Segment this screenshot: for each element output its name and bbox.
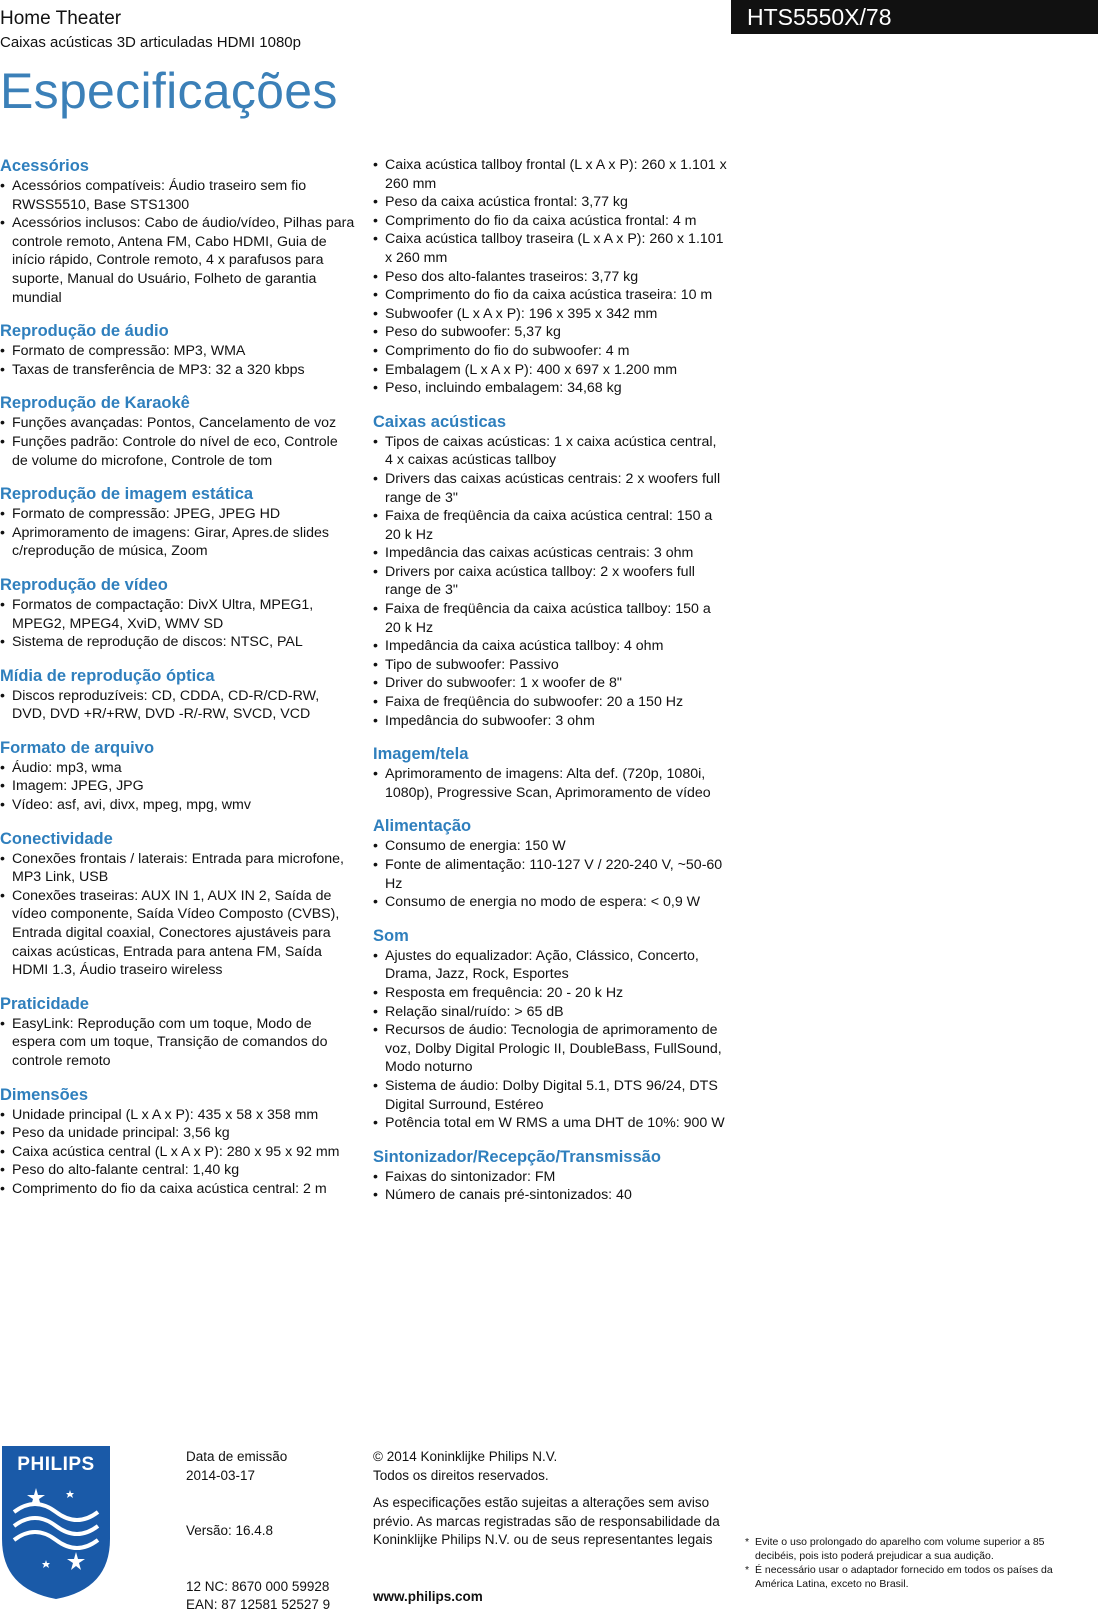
product-subtitle: Caixas acústicas 3D articuladas HDMI 1080p — [0, 34, 301, 51]
spec-item: • Funções avançadas: Pontos, Cancelamento de voz — [0, 414, 355, 433]
spec-item: • Acessórios compatíveis: Áudio traseiro sem fio RWSS5510, Base STS1300 — [0, 177, 355, 214]
spec-section-caixas-acusticas — [373, 412, 728, 731]
spec-section-reproducao-de-karaoke — [0, 393, 355, 470]
spec-list — [373, 433, 728, 731]
spec-section-conectividade — [0, 829, 355, 980]
spec-item: • Peso da caixa acústica frontal: 3,77 kg — [373, 193, 728, 212]
spec-item: • Subwoofer (L x A x P): 196 x 395 x 342 mm — [373, 305, 728, 324]
footnote-2: * É necessário usar o adaptador fornecido em todos os países da América Latina, exceto no Brasil. — [745, 1564, 1053, 1590]
issue-date: 2014-03-17 — [186, 1467, 256, 1483]
spec-list — [0, 1015, 355, 1071]
spec-item: • Peso do alto-falante central: 1,40 kg — [0, 1161, 355, 1180]
spec-list — [0, 177, 355, 307]
spec-section-praticidade — [0, 994, 355, 1071]
spec-item: • Tipos de caixas acústicas: 1 x caixa acústica central, 4 x caixas acústicas tallboy — [373, 433, 728, 470]
version: Versão: 16.4.8 — [186, 1523, 274, 1538]
spec-list — [0, 414, 355, 470]
spec-item: • Drivers das caixas acústicas centrais: 2 x woofers full range de 3" — [373, 470, 728, 507]
spec-item: • Formatos de compactação: DivX Ultra, MPEG1, MPEG2, MPEG4, XviD, WMV SD — [0, 596, 355, 633]
spec-item: • Caixa acústica tallboy frontal (L x A x P): 260 x 1.101 x 260 mm — [373, 156, 728, 193]
spec-list — [0, 342, 355, 379]
spec-item: • Resposta em frequência: 20 - 20 k Hz — [373, 984, 728, 1003]
spec-item: • Aprimoramento de imagens: Alta def. (720p, 1080i, 1080p), Progressive Scan, Aprimoramento de vídeo — [373, 765, 728, 802]
footnotes — [745, 1536, 1085, 1592]
footer — [0, 1440, 1098, 1612]
spec-item: • Drivers por caixa acústica tallboy: 2 x woofers full range de 3" — [373, 563, 728, 600]
spec-list — [373, 1168, 728, 1205]
spec-item: • Formato de compressão: JPEG, JPEG HD — [0, 505, 355, 524]
spec-item: • Áudio: mp3, wma — [0, 759, 355, 778]
section-heading: Dimensões — [0, 1085, 89, 1104]
spec-item: • Potência total em W RMS a uma DHT de 10%: 900 W — [373, 1114, 728, 1133]
spec-item: • Unidade principal (L x A x P): 435 x 58 x 358 mm — [0, 1106, 355, 1125]
spec-item: • Comprimento do fio da caixa acústica central: 2 m — [0, 1180, 355, 1199]
spec-item: • Caixa acústica tallboy traseira (L x A x P): 260 x 1.101 x 260 mm — [373, 230, 728, 267]
section-heading: Formato de arquivo — [0, 738, 155, 757]
spec-list — [0, 1106, 355, 1199]
spec-item: • Comprimento do fio do subwoofer: 4 m — [373, 342, 728, 361]
spec-section-som — [373, 926, 728, 1133]
spec-section-acessorios — [0, 156, 355, 307]
spec-section-sintonizador-recepcao-transmissao — [373, 1147, 728, 1205]
spec-item: • Comprimento do fio da caixa acústica traseira: 10 m — [373, 286, 728, 305]
spec-item: • Peso, incluindo embalagem: 34,68 kg — [373, 379, 728, 398]
spec-item: • Conexões frontais / laterais: Entrada para microfone, MP3 Link, USB — [0, 850, 355, 887]
spec-column-right — [373, 156, 728, 1219]
spec-section-reproducao-de-imagem-estatica — [0, 484, 355, 561]
spec-item: • Vídeo: asf, avi, divx, mpeg, mpg, wmv — [0, 796, 355, 815]
model-number-badge: HTS5550X/78 — [731, 0, 1098, 34]
spec-item: • Recursos de áudio: Tecnologia de aprimoramento de voz, Dolby Digital Prologic II, DoubleBass, FullSound, Modo noturno — [373, 1021, 728, 1077]
section-heading: Acessórios — [0, 157, 89, 175]
spec-item: • Sistema de reprodução de discos: NTSC, PAL — [0, 633, 355, 652]
spec-item: • Impedância das caixas acústicas centrais: 3 ohm — [373, 544, 728, 563]
spec-item: • Impedância da caixa acústica tallboy: 4 ohm — [373, 637, 728, 656]
spec-item: • Número de canais pré-sintonizados: 40 — [373, 1186, 728, 1205]
section-heading: Reprodução de vídeo — [0, 575, 168, 594]
spec-item: • Consumo de energia no modo de espera: < 0,9 W — [373, 893, 728, 912]
spec-list — [0, 505, 355, 561]
issue-date-label: Data de emissão — [186, 1449, 288, 1464]
ean-code: EAN: 87 12581 52527 9 — [186, 1597, 331, 1612]
spec-item: • Relação sinal/ruído: > 65 dB — [373, 1003, 728, 1022]
footnote-1: * Evite o uso prolongado do aparelho com volume superior a 85 decibéis, pois isto poderá prejudicar a sua audição. — [745, 1536, 1045, 1562]
spec-item: • Faixa de freqüência da caixa acústica central: 150 a 20 k Hz — [373, 507, 728, 544]
spec-list — [373, 156, 728, 398]
logo-wordmark: PHILIPS — [17, 1454, 95, 1475]
spec-section-midia-de-reproducao-optica — [0, 666, 355, 724]
spec-section-alimentacao — [373, 816, 728, 911]
copyright: © 2014 Koninklijke Philips N.V. — [373, 1449, 558, 1464]
nc-code: 12 NC: 8670 000 59928 — [186, 1578, 330, 1594]
spec-item: • Driver do subwoofer: 1 x woofer de 8" — [373, 674, 728, 693]
spec-item: • Taxas de transferência de MP3: 32 a 320 kbps — [0, 361, 355, 380]
spec-item: • Caixa acústica central (L x A x P): 280 x 95 x 92 mm — [0, 1143, 355, 1162]
spec-column-left — [0, 156, 355, 1213]
philips-shield-logo — [0, 1444, 112, 1601]
spec-item: • Comprimento do fio da caixa acústica frontal: 4 m — [373, 212, 728, 231]
section-heading: Reprodução de imagem estática — [0, 485, 254, 504]
website-link[interactable]: www.philips.com — [373, 1589, 483, 1604]
spec-list — [0, 687, 355, 724]
spec-item: • Aprimoramento de imagens: Girar, Apres.de slides c/reprodução de música, Zoom — [0, 524, 355, 561]
spec-section-dimensoes — [0, 1085, 355, 1199]
spec-item: • Peso do subwoofer: 5,37 kg — [373, 323, 728, 342]
section-heading: Caixas acústicas — [373, 412, 507, 431]
section-heading: Som — [373, 926, 409, 945]
spec-section-formato-de-arquivo — [0, 738, 355, 815]
spec-item: • Conexões traseiras: AUX IN 1, AUX IN 2, Saída de vídeo componente, Saída Vídeo Composto (CVBS), Entrada digital coaxial, Conectores ajustáveis para caixas acústicas, Entrada para antena FM, Saída HDMI 1.3, Áudio traseiro wireless — [0, 887, 355, 980]
spec-list — [0, 850, 355, 980]
spec-item: • Sistema de áudio: Dolby Digital 5.1, DTS 96/24, DTS Digital Surround, Estéreo — [373, 1077, 728, 1114]
spec-section-continued — [373, 156, 728, 398]
section-heading: Alimentação — [373, 817, 472, 836]
page-title: Especificações — [0, 63, 338, 119]
spec-item: • Peso dos alto-falantes traseiros: 3,77 kg — [373, 268, 728, 287]
section-heading: Reprodução de Karaokê — [0, 394, 190, 413]
spec-list — [0, 596, 355, 652]
section-heading: Reprodução de áudio — [0, 322, 169, 341]
spec-item: • Faixa de freqüência da caixa acústica tallboy: 150 a 20 k Hz — [373, 600, 728, 637]
rights-reserved: Todos os direitos reservados. — [373, 1467, 549, 1483]
spec-section-reproducao-de-audio — [0, 321, 355, 379]
spec-section-reproducao-de-video — [0, 575, 355, 652]
section-heading: Imagem/tela — [373, 745, 469, 764]
spec-item: • Formato de compressão: MP3, WMA — [0, 342, 355, 361]
spec-section-imagem-tela — [373, 744, 728, 802]
spec-list — [0, 759, 355, 815]
spec-item: • Discos reproduzíveis: CD, CDDA, CD-R/CD-RW, DVD, DVD +R/+RW, DVD -R/-RW, SVCD, VCD — [0, 687, 355, 724]
spec-item: • Faixa de freqüência do subwoofer: 20 a 150 Hz — [373, 693, 728, 712]
spec-item: • Faixas do sintonizador: FM — [373, 1168, 728, 1187]
spec-list — [373, 765, 728, 802]
product-category: Home Theater — [0, 8, 122, 29]
spec-item: • Imagem: JPEG, JPG — [0, 777, 355, 796]
spec-item: • Acessórios inclusos: Cabo de áudio/vídeo, Pilhas para controle remoto, Antena FM, Cabo HDMI, Guia de início rápido, Controle remoto, 4 x parafusos para suporte, Manual do Usuário, Folheto de garantia mundial — [0, 214, 355, 307]
spec-item: • Impedância do subwoofer: 3 ohm — [373, 712, 728, 731]
disclaimer: As especificações estão sujeitas a alterações sem aviso prévio. As marcas registradas são de responsabilidade da Koninklijke Philips N.V. ou de seus representantes legais — [373, 1495, 720, 1547]
spec-list — [373, 947, 728, 1133]
spec-item: • Consumo de energia: 150 W — [373, 837, 728, 856]
section-heading: Mídia de reprodução óptica — [0, 666, 215, 685]
spec-item: • EasyLink: Reprodução com um toque, Modo de espera com um toque, Transição de comandos do controle remoto — [0, 1015, 355, 1071]
legal-info — [373, 1448, 728, 1604]
section-heading: Sintonizador/Recepção/Transmissão — [373, 1147, 661, 1166]
issue-info — [186, 1448, 356, 1615]
spec-item: • Ajustes do equalizador: Ação, Clássico, Concerto, Drama, Jazz, Rock, Esportes — [373, 947, 728, 984]
spec-item: • Funções padrão: Controle do nível de eco, Controle de volume do microfone, Controle de tom — [0, 433, 355, 470]
spec-item: • Peso da unidade principal: 3,56 kg — [0, 1124, 355, 1143]
spec-item: • Embalagem (L x A x P): 400 x 697 x 1.200 mm — [373, 361, 728, 380]
spec-item: • Tipo de subwoofer: Passivo — [373, 656, 728, 675]
spec-item: • Fonte de alimentação: 110-127 V / 220-240 V, ~50-60 Hz — [373, 856, 728, 893]
section-heading: Conectividade — [0, 829, 113, 848]
section-heading: Praticidade — [0, 994, 89, 1013]
spec-list — [373, 837, 728, 911]
